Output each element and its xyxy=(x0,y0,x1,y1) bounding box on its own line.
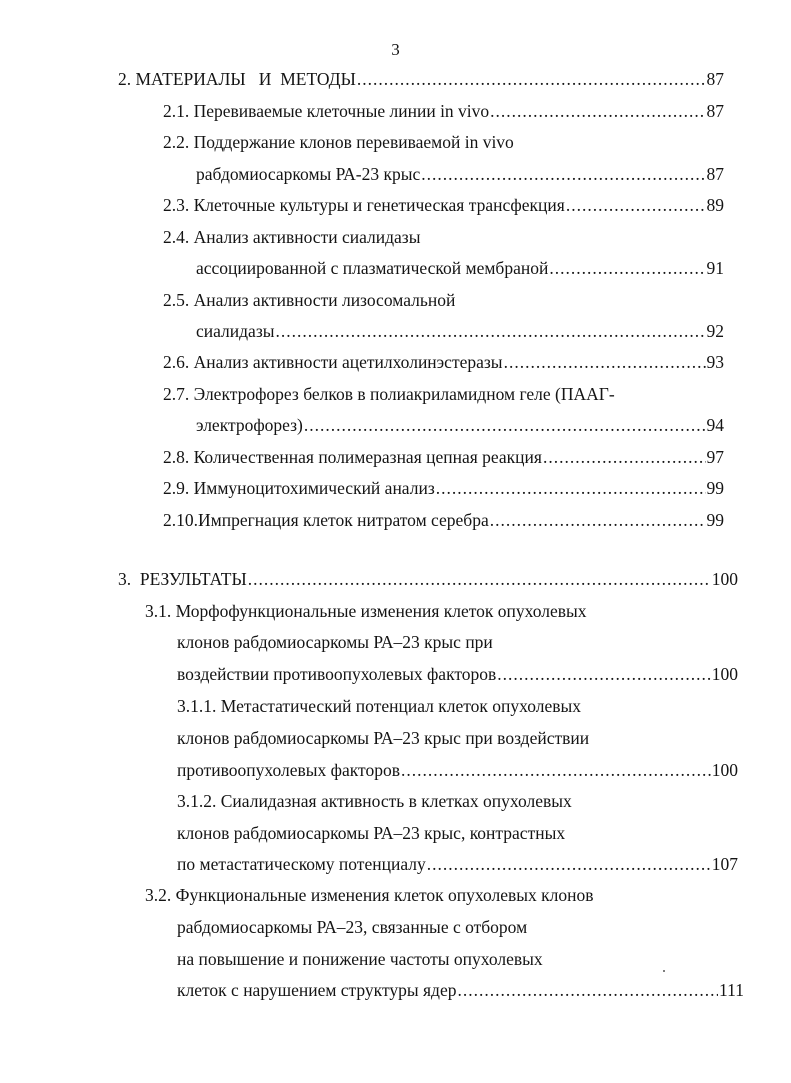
toc-title: 2.5. Анализ активности лизосомальной xyxy=(163,290,456,310)
toc-entry-2-7[interactable] xyxy=(196,413,724,437)
toc-page: 111 xyxy=(719,980,744,1000)
leader-dots xyxy=(497,662,710,686)
leader-dots xyxy=(490,99,705,123)
toc-title: 2.2. Поддержание клонов перевиваемой in vivo xyxy=(163,132,514,152)
toc-entry-3-1-2-line1 xyxy=(177,789,572,813)
toc-entry-2-2-line1 xyxy=(163,130,514,154)
toc-entry-3-1-1-line1 xyxy=(177,694,581,718)
toc-entry-2-8[interactable] xyxy=(163,445,724,469)
leader-dots xyxy=(357,67,706,91)
toc-entry-3-1-line2 xyxy=(177,630,493,654)
toc-entry-2-4-line1 xyxy=(163,225,420,249)
toc-entry-3-2-line2 xyxy=(177,915,527,939)
leader-dots xyxy=(436,476,706,500)
leader-dots xyxy=(276,319,706,343)
toc-page: 91 xyxy=(706,258,724,278)
toc-title: 2.6. Анализ активности ацетилхолинэстеразы xyxy=(163,352,503,372)
toc-title: рабдомиосаркомы РА–23, связанные с отбором xyxy=(177,917,528,937)
toc-page: 92 xyxy=(706,321,724,341)
toc-entry-2-2[interactable] xyxy=(196,162,724,186)
toc-title: рабдомиосаркомы РА-23 крыс xyxy=(196,164,421,184)
toc-page: 87 xyxy=(706,69,724,89)
toc-title: 2.3. Клеточные культуры и генетическая трансфекция xyxy=(163,195,565,215)
toc-title: сиалидазы xyxy=(196,321,275,341)
toc-page: 94 xyxy=(706,415,724,435)
toc-title: 2.4. Анализ активности сиалидазы xyxy=(163,227,421,247)
toc-entry-3-2-line1 xyxy=(145,883,594,907)
toc-entry-3[interactable] xyxy=(118,567,738,591)
toc-title: по метастатическому потенциалу xyxy=(177,854,426,874)
toc-title: 3.1.1. Метастатический потенциал клеток опухолевых xyxy=(177,696,582,716)
toc-title: 2.10.Импрегнация клеток нитратом серебра xyxy=(163,510,489,530)
toc-title: 3.1. Морфофункциональные изменения клеток опухолевых xyxy=(145,601,587,621)
toc-entry-2-4[interactable] xyxy=(196,256,724,280)
toc-page: 107 xyxy=(711,854,738,874)
toc-title: клеток с нарушением структуры ядер xyxy=(177,980,457,1000)
toc-page: 93 xyxy=(706,352,724,372)
toc-entry-2-1[interactable] xyxy=(163,99,724,123)
toc-entry-2-9[interactable] xyxy=(163,476,724,500)
scan-speck xyxy=(663,970,665,972)
leader-dots xyxy=(421,162,705,186)
toc-entry-3-1[interactable] xyxy=(177,662,738,686)
toc-entry-2[interactable] xyxy=(118,67,724,91)
toc-page: 100 xyxy=(711,760,738,780)
leader-dots xyxy=(504,350,706,374)
toc-page: 100 xyxy=(711,569,738,589)
toc-entry-2-6[interactable] xyxy=(163,350,724,374)
toc-title: электрофорез) xyxy=(196,415,303,435)
toc-page: 99 xyxy=(706,478,724,498)
toc-title: 2.1. Перевиваемые клеточные линии in vivo xyxy=(163,101,490,121)
toc-entry-3-1-2-line2 xyxy=(177,821,565,845)
toc-page: 97 xyxy=(706,447,724,467)
toc-page: 87 xyxy=(706,101,724,121)
toc-title: 2.9. Иммуноцитохимический анализ xyxy=(163,478,435,498)
toc-page: 100 xyxy=(711,664,738,684)
toc-title: воздействии противоопухолевых факторов xyxy=(177,664,497,684)
toc-title: ассоциированной с плазматической мембраной xyxy=(196,258,549,278)
toc-entry-3-2[interactable] xyxy=(177,978,744,1002)
page-number: 3 xyxy=(391,40,400,59)
leader-dots xyxy=(566,193,706,217)
toc-title: клонов рабдомиосаркомы РА–23 крыс, контрастных xyxy=(177,823,566,843)
toc-entry-3-1-1[interactable] xyxy=(177,758,738,782)
toc-page: 89 xyxy=(706,195,724,215)
toc-entry-2-7-line1 xyxy=(163,382,615,406)
toc-title: 2. МАТЕРИАЛЫ И МЕТОДЫ xyxy=(118,69,356,89)
leader-dots xyxy=(248,567,711,591)
toc-title: клонов рабдомиосаркомы РА–23 крыс при xyxy=(177,632,493,652)
leader-dots xyxy=(304,413,706,437)
toc-entry-2-10[interactable] xyxy=(163,508,724,532)
toc-entry-3-2-line3 xyxy=(177,947,543,971)
toc-title: 2.8. Количественная полимеразная цепная реакция xyxy=(163,447,542,467)
toc-title: 3.1.2. Сиалидазная активность в клетках опухолевых xyxy=(177,791,572,811)
leader-dots xyxy=(549,256,705,280)
toc-title: противоопухолевых факторов xyxy=(177,760,400,780)
toc-title: 3.2. Функциональные изменения клеток опухолевых клонов xyxy=(145,885,594,905)
toc-title: 2.7. Электрофорез белков в полиакриламидном геле (ПААГ- xyxy=(163,384,615,404)
toc-title: на повышение и понижение частоты опухолевых xyxy=(177,949,543,969)
toc-title: клонов рабдомиосаркомы РА–23 крыс при воздействии xyxy=(177,728,590,748)
toc-page: 99 xyxy=(706,510,724,530)
leader-dots xyxy=(401,758,711,782)
toc-entry-2-5[interactable] xyxy=(196,319,724,343)
leader-dots xyxy=(543,445,706,469)
toc-entry-2-5-line1 xyxy=(163,288,455,312)
toc-page: 87 xyxy=(706,164,724,184)
leader-dots xyxy=(457,978,718,1002)
toc-entry-3-1-1-line2 xyxy=(177,726,589,750)
toc-entry-2-3[interactable] xyxy=(163,193,724,217)
toc-entry-3-1-2[interactable] xyxy=(177,852,738,876)
toc-title: 3. РЕЗУЛЬТАТЫ xyxy=(118,569,247,589)
leader-dots xyxy=(490,508,706,532)
toc-entry-3-1-line1 xyxy=(145,599,587,623)
leader-dots xyxy=(427,852,711,876)
